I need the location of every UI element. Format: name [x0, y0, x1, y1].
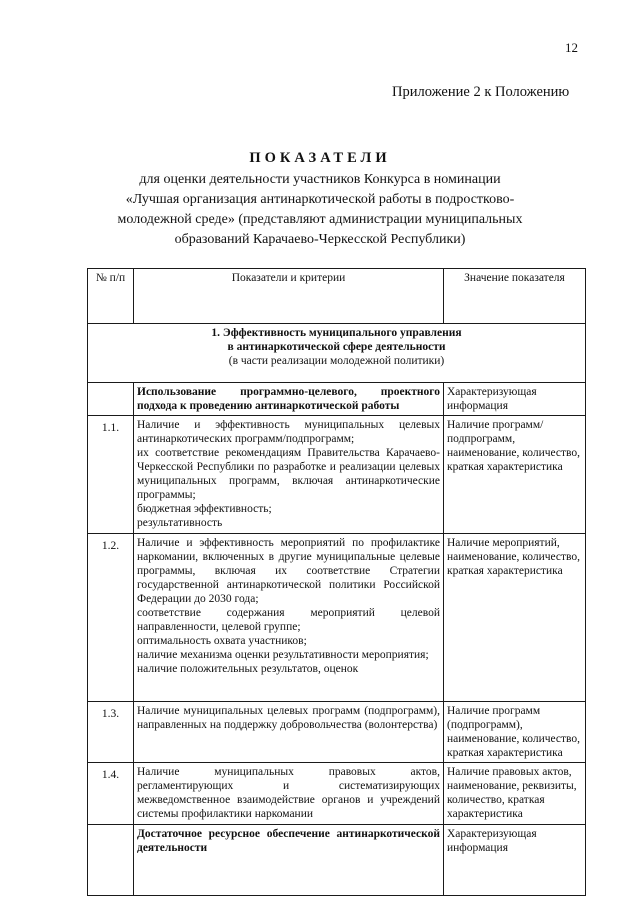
- header-num: № п/п: [88, 269, 134, 324]
- criteria-table: [87, 268, 586, 896]
- document-title: ПОКАЗАТЕЛИ: [249, 150, 391, 166]
- heading-line: «Лучшая организация антинаркотической работы в подростково-: [125, 192, 515, 207]
- row-criteria: [134, 763, 444, 825]
- table-row: [88, 763, 586, 825]
- header-value: Значение показателя: [444, 269, 586, 324]
- section-title-line: 1. Эффективность муниципального управления: [211, 327, 462, 339]
- row-value: Наличие мероприятий, наименование, количество, краткая характеристика: [444, 534, 586, 702]
- row-num: 1.1.: [88, 416, 134, 534]
- row-criteria: [134, 416, 444, 534]
- header-criteria: Показатели и критерии: [134, 269, 444, 324]
- section-title: [88, 324, 586, 383]
- group-criteria: Достаточное ресурсное обеспечение антинаркотической деятельности: [134, 825, 444, 896]
- page-number: 12: [565, 40, 578, 55]
- group-row: [88, 825, 586, 896]
- row-criteria: [134, 702, 444, 763]
- row-num: 1.2.: [88, 534, 134, 702]
- heading-line: молодежной среде» (представляют администрации муниципальных: [117, 212, 523, 227]
- table-row: [88, 534, 586, 702]
- group-criteria: Использование программно-целевого, проектного подхода к проведению антинаркотической работы: [134, 383, 444, 416]
- criteria-item: результативность: [137, 517, 223, 529]
- criteria-item: наличие механизма оценки результативности мероприятия;: [137, 649, 429, 661]
- criteria-item: Наличие и эффективность муниципальных целевых антинаркотических программ/подпрограмм;: [137, 419, 440, 445]
- table-row: [88, 416, 586, 534]
- appendix-label: Приложение 2 к Положению: [392, 84, 570, 100]
- row-num: 1.3.: [88, 702, 134, 763]
- row-value: Наличие правовых актов, наименование, реквизиты, количество, краткая характеристика: [444, 763, 586, 825]
- table-row: [88, 702, 586, 763]
- group-value: Характеризующая информация: [444, 825, 586, 896]
- criteria-item: оптимальность охвата участников;: [137, 635, 307, 647]
- criteria-item: бюджетная эффективность;: [137, 503, 272, 515]
- row-num: 1.4.: [88, 763, 134, 825]
- section-subtitle: (в части реализации молодежной политики): [228, 355, 445, 367]
- criteria-item: наличие положительных результатов, оценок: [137, 663, 359, 675]
- section-row: [88, 324, 586, 383]
- criteria-item: Наличие и эффективность мероприятий по профилактике наркомании, включенных в другие муниципальные целевые программы, включая их соответствие Стратегии государственной антинаркотической политики Российской Федерации до 2030 года;: [137, 537, 440, 605]
- section-title-line: в антинаркотической сфере деятельности: [227, 341, 446, 353]
- group-value: Характеризующая информация: [444, 383, 586, 416]
- criteria-item: их соответствие рекомендациям Правительства Карачаево-Черкесской Республики по разработке и реализации целевых муниципальных программ, включая антинаркотические программы;: [137, 447, 440, 501]
- document-heading: [100, 148, 540, 250]
- row-criteria: [134, 534, 444, 702]
- group-num: [88, 825, 134, 896]
- heading-line: для оценки деятельности участников Конкурса в номинации: [139, 172, 501, 187]
- group-num: [88, 383, 134, 416]
- heading-line: образований Карачаево-Черкесской Республики): [174, 232, 466, 247]
- row-value: Наличие программ/ подпрограмм, наименование, количество, краткая характеристика: [444, 416, 586, 534]
- criteria-item: соответствие содержания мероприятий целевой направленности, целевой группе;: [137, 607, 440, 633]
- group-row: [88, 383, 586, 416]
- criteria-item: Наличие муниципальных правовых актов, регламентирующих и систематизирующих межведомственное взаимодействие органов и учреждений системы профилактики наркомании: [137, 766, 440, 820]
- criteria-item: Наличие муниципальных целевых программ (подпрограмм), направленных на поддержку добровольчества (волонтерства): [137, 705, 440, 731]
- table-header-row: [88, 269, 586, 324]
- row-value: Наличие программ (подпрограмм), наименование, количество, краткая характеристика: [444, 702, 586, 763]
